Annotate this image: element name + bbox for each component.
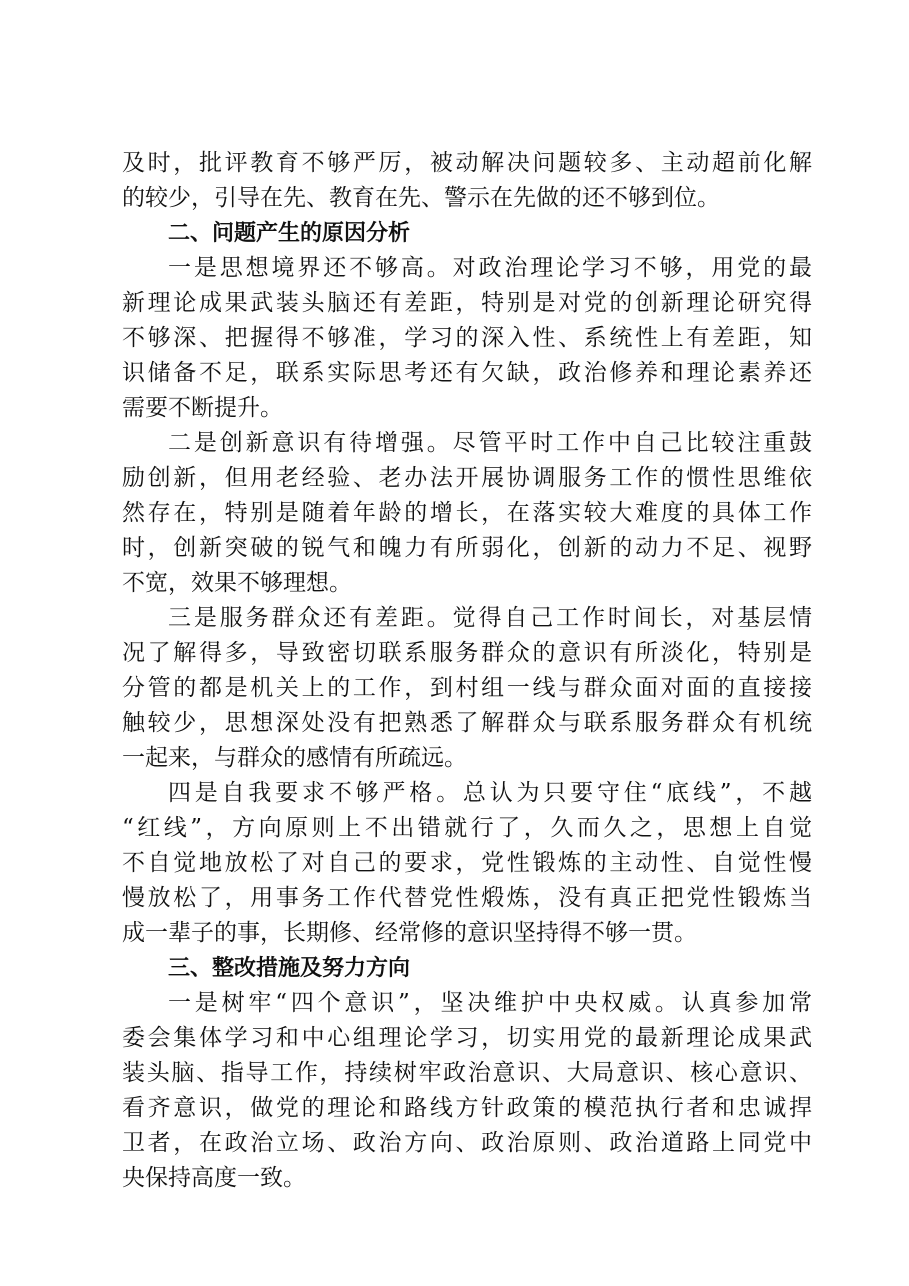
paragraph-line: 新理论成果武装头脑还有差距，特别是对党的创新理论研究得 xyxy=(122,290,812,316)
paragraph-line: 装头脑、指导工作，持续树牢政治意识、大局意识、核心意识、 xyxy=(122,1060,812,1086)
paragraph-line: 然存在，特别是随着年龄的增长，在落实较大难度的具体工作 xyxy=(122,500,812,526)
paragraph-line: 一是思想境界还不够高。对政治理论学习不够，用党的最 xyxy=(168,255,812,281)
paragraph-line: “红线”，方向原则上不出错就行了，久而久之，思想上自觉 xyxy=(122,815,812,841)
paragraph-line: 励创新，但用老经验、老办法开展协调服务工作的惯性思维依 xyxy=(122,465,812,491)
paragraph-line: 三是服务群众还有差距。觉得自己工作时间长，对基层情 xyxy=(168,605,812,631)
paragraph-line: 况了解得多，导致密切联系服务群众的意识有所淡化，特别是 xyxy=(122,640,812,666)
paragraph-line: 看齐意识，做党的理论和路线方针政策的模范执行者和忠诚捍 xyxy=(122,1095,812,1121)
paragraph-line: 识储备不足，联系实际思考还有欠缺，政治修养和理论素养还 xyxy=(122,360,812,386)
paragraph-line: 及时，批评教育不够严厉，被动解决问题较多、主动超前化解 xyxy=(122,150,812,176)
paragraph-line: 二是创新意识有待增强。尽管平时工作中自己比较注重鼓 xyxy=(168,430,812,456)
paragraph-line: 分管的都是机关上的工作，到村组一线与群众面对面的直接接 xyxy=(122,675,812,701)
paragraph-line: 慢放松了，用事务工作代替党性煅炼，没有真正把党性锻炼当 xyxy=(122,885,812,911)
paragraph-line: 不够深、把握得不够准，学习的深入性、系统性上有差距，知 xyxy=(122,325,812,351)
section-heading: 三、整改措施及努力方向 xyxy=(168,956,411,981)
paragraph-line: 的较少，引导在先、教育在先、警示在先做的还不够到位。 xyxy=(122,185,720,211)
paragraph-line: 一起来，与群众的感情有所疏远。 xyxy=(122,745,467,771)
paragraph-line: 一是树牢“四个意识”，坚决维护中央权威。认真参加常 xyxy=(168,990,812,1016)
paragraph-line: 委会集体学习和中心组理论学习，切实用党的最新理论成果武 xyxy=(122,1025,812,1051)
paragraph-line: 需要不断提升。 xyxy=(122,395,283,421)
paragraph-line: 时，创新突破的锐气和魄力有所弱化，创新的动力不足、视野 xyxy=(122,535,812,561)
document-body xyxy=(122,146,812,1196)
paragraph-line: 卫者，在政治立场、政治方向、政治原则、政治道路上同党中 xyxy=(122,1130,812,1156)
paragraph-line: 四是自我要求不够严格。总认为只要守住“底线”，不越 xyxy=(168,780,812,806)
paragraph-line: 央保持高度一致。 xyxy=(122,1165,306,1191)
paragraph-line: 不自觉地放松了对自己的要求，党性锻炼的主动性、自觉性慢 xyxy=(122,850,812,876)
paragraph-line: 成一辈子的事，长期修、经常修的意识坚持得不够一贯。 xyxy=(122,920,697,946)
section-heading: 二、问题产生的原因分析 xyxy=(168,221,411,246)
paragraph-line: 触较少，思想深处没有把熟悉了解群众与联系服务群众有机统 xyxy=(122,710,812,736)
paragraph-line: 不宽，效果不够理想。 xyxy=(122,570,352,596)
